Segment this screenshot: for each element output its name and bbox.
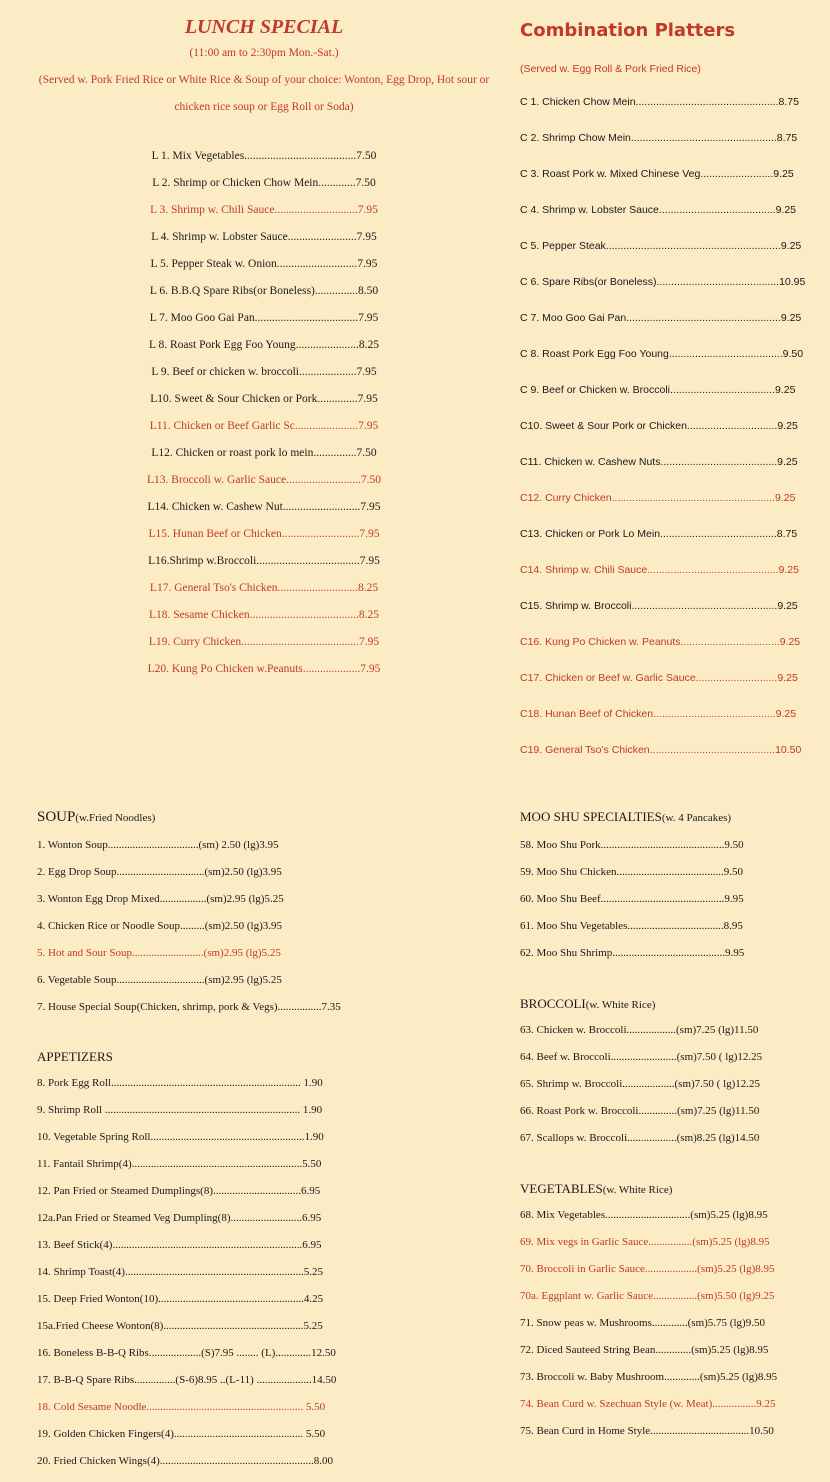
lunch-item: [0, 150, 528, 177]
combo-item-text: C14. Shrimp w. Chili Sauce.............................................9.25: [520, 564, 799, 576]
moo-shu-item-text: 60. Moo Shu Beef.............................................9.95: [520, 893, 744, 905]
moo-shu-item-text: 59. Moo Shu Chicken.......................................9.50: [520, 866, 744, 878]
combo-item-text: C 5. Pepper Steak............................................................9.25: [520, 240, 802, 252]
combo-title: Combination Platters: [520, 20, 736, 41]
combo-item-text: C16. Kung Po Chicken w. Peanuts..................................9.25: [520, 636, 801, 648]
lunch-item-text: L 5. Pepper Steak w. Onion............................7.95: [150, 258, 378, 270]
combo-item: [520, 528, 805, 564]
lunch-item-text: L18. Sesame Chicken......................................8.25: [149, 609, 379, 621]
combo-item: [520, 348, 805, 384]
lunch-item: [0, 582, 528, 609]
combo-item-text: C11. Chicken w. Cashew Nuts........................................9.25: [520, 456, 798, 468]
lunch-item-text: L14. Chicken w. Cashew Nut...........................7.95: [147, 501, 381, 513]
appetizer-item: [37, 1185, 336, 1212]
moo-shu-item: [520, 866, 744, 893]
combo-item-text: C13. Chicken or Pork Lo Mein........................................8.75: [520, 528, 798, 540]
lunch-item-text: L13. Broccoli w. Garlic Sauce..........................7.50: [147, 474, 381, 486]
vegetable-item: [520, 1398, 777, 1425]
lunch-item-text: L 8. Roast Pork Egg Foo Young......................8.25: [149, 339, 379, 351]
appetizer-item-text: 9. Shrimp Roll ....................................................................... 1.90: [37, 1104, 323, 1116]
lunch-item-text: L 4. Shrimp w. Lobster Sauce........................7.95: [151, 231, 377, 243]
soup-list: [37, 839, 341, 1028]
combo-item: [520, 708, 805, 744]
lunch-list: [0, 150, 528, 690]
moo-shu-subtitle: (w. 4 Pancakes): [661, 812, 732, 824]
soup-item-text: 1. Wonton Soup.................................(sm) 2.50 (lg)3.95: [37, 839, 279, 851]
vegetables-title: VEGETABLES: [520, 1181, 603, 1196]
broccoli-list: [520, 1024, 762, 1159]
lunch-item: [0, 285, 528, 312]
appetizer-item: [37, 1266, 336, 1293]
lunch-item: [0, 312, 528, 339]
lunch-item-text: L 9. Beef or chicken w. broccoli....................7.95: [151, 366, 377, 378]
broccoli-heading: [520, 995, 655, 1013]
vegetable-item: [520, 1236, 777, 1263]
soup-subtitle: (w.Fried Noodles): [75, 812, 156, 824]
combo-item: [520, 492, 805, 528]
appetizer-item-text: 15. Deep Fried Wonton(10).....................................................4.25: [37, 1293, 324, 1305]
appetizer-item: [37, 1077, 336, 1104]
appetizer-item-text: 19. Golden Chicken Fingers(4)............................................... 5.50: [37, 1428, 326, 1440]
combo-item: [520, 168, 805, 204]
combo-item: [520, 600, 805, 636]
combo-item: [520, 744, 805, 780]
appetizers-list: [37, 1077, 336, 1482]
combo-item-text: C 6. Spare Ribs(or Boneless)..........................................10.95: [520, 276, 806, 288]
appetizer-item-text: 11. Fantail Shrimp(4)..............................................................5.50: [37, 1158, 322, 1170]
lunch-hours: (11:00 am to 2:30pm Mon.-Sat.): [189, 47, 339, 59]
lunch-title: LUNCH SPECIAL: [184, 16, 344, 38]
vegetables-subtitle: (w. White Rice): [602, 1184, 673, 1196]
lunch-item-text: L19. Curry Chicken.........................................7.95: [148, 636, 380, 648]
soup-item-text: 3. Wonton Egg Drop Mixed.................(sm)2.95 (lg)5.25: [37, 893, 284, 905]
moo-shu-item: [520, 839, 744, 866]
vegetable-item: [520, 1263, 777, 1290]
combo-served: (Served w. Egg Roll & Pork Fried Rice): [520, 63, 701, 75]
lunch-item-text: L12. Chicken or roast pork lo mein...............7.50: [151, 447, 377, 459]
vegetables-list: [520, 1209, 777, 1452]
moo-shu-item-text: 61. Moo Shu Vegetables...................................8.95: [520, 920, 743, 932]
soup-item: [37, 866, 341, 893]
appetizer-item: [37, 1212, 336, 1239]
vegetable-item-text: 73. Broccoli w. Baby Mushroom.............(sm)5.25 (lg)8.95: [520, 1371, 778, 1383]
combo-item: [520, 96, 805, 132]
broccoli-item-text: 67. Scallops w. Broccoli..................(sm)8.25 (lg)14.50: [520, 1132, 760, 1144]
soup-item: [37, 920, 341, 947]
soup-item: [37, 974, 341, 1001]
appetizer-item: [37, 1131, 336, 1158]
appetizer-item: [37, 1239, 336, 1266]
soup-item: [37, 947, 341, 974]
broccoli-item: [520, 1132, 762, 1159]
lunch-item: [0, 339, 528, 366]
combo-item-text: C 4. Shrimp w. Lobster Sauce........................................9.25: [520, 204, 797, 216]
broccoli-item-text: 63. Chicken w. Broccoli..................(sm)7.25 (lg)11.50: [520, 1024, 759, 1036]
lunch-item-text: L 3. Shrimp w. Chili Sauce.............................7.95: [150, 204, 378, 216]
moo-shu-item-text: 62. Moo Shu Shrimp.........................................9.95: [520, 947, 745, 959]
combo-item: [520, 564, 805, 600]
broccoli-item-text: 64. Beef w. Broccoli........................(sm)7.50 ( lg)12.25: [520, 1051, 763, 1063]
combo-item: [520, 312, 805, 348]
appetizer-item-text: 17. B-B-Q Spare Ribs...............(S-6)8.95 ..(L-11) ....................14.50: [37, 1374, 337, 1386]
vegetable-item: [520, 1317, 777, 1344]
appetizer-item: [37, 1428, 336, 1455]
broccoli-title: BROCCOLI: [520, 996, 586, 1011]
combo-item-text: C17. Chicken or Beef w. Garlic Sauce............................9.25: [520, 672, 798, 684]
moo-shu-heading: [520, 808, 731, 826]
lunch-item: [0, 366, 528, 393]
appetizer-item-text: 8. Pork Egg Roll..................................................................... 1.90: [37, 1077, 323, 1089]
appetizer-item: [37, 1320, 336, 1347]
vegetable-item: [520, 1425, 777, 1452]
moo-shu-title: MOO SHU SPECIALTIES: [520, 809, 662, 824]
broccoli-item: [520, 1051, 762, 1078]
lunch-item: [0, 258, 528, 285]
vegetable-item-text: 70. Broccoli in Garlic Sauce...................(sm)5.25 (lg)8.95: [520, 1263, 775, 1275]
combo-item-text: C 8. Roast Pork Egg Foo Young.......................................9.50: [520, 348, 804, 360]
combo-item-text: C 2. Shrimp Chow Mein..................................................8.75: [520, 132, 798, 144]
lunch-item: [0, 474, 528, 501]
lunch-item: [0, 609, 528, 636]
lunch-item: [0, 420, 528, 447]
appetizer-item-text: 12a.Pan Fried or Steamed Veg Dumpling(8)..........................6.95: [37, 1212, 322, 1224]
vegetables-heading: [520, 1180, 672, 1198]
appetizer-item-text: 15a.Fried Cheese Wonton(8)...................................................5.25: [37, 1320, 323, 1332]
vegetable-item-text: 72. Diced Sauteed String Bean.............(sm)5.25 (lg)8.95: [520, 1344, 769, 1356]
appetizer-item: [37, 1293, 336, 1320]
combo-item-text: C10. Sweet & Sour Pork or Chicken...............................9.25: [520, 420, 798, 432]
lunch-item: [0, 447, 528, 474]
combo-item: [520, 456, 805, 492]
appetizer-item-text: 20. Fried Chicken Wings(4)........................................................8.00: [37, 1455, 334, 1467]
combo-item-text: C19. General Tso's Chicken...........................................10.50: [520, 744, 802, 756]
appetizer-item: [37, 1401, 336, 1428]
vegetable-item-text: 69. Mix vegs in Garlic Sauce................(sm)5.25 (lg)8.95: [520, 1236, 770, 1248]
vegetable-item-text: 71. Snow peas w. Mushrooms.............(sm)5.75 (lg)9.50: [520, 1317, 765, 1329]
combo-item-text: C 9. Beef or Chicken w. Broccoli....................................9.25: [520, 384, 796, 396]
lunch-item-text: L16.Shrimp w.Broccoli....................................7.95: [148, 555, 380, 567]
combo-item: [520, 672, 805, 708]
lunch-served-line1: (Served w. Pork Fried Rice or White Rice & Soup of your choice: Wonton, Egg Drop, Hot sour or: [38, 74, 490, 86]
lunch-item: [0, 528, 528, 555]
broccoli-item: [520, 1105, 762, 1132]
soup-heading: [37, 808, 155, 826]
soup-item-text: 4. Chicken Rice or Noodle Soup.........(sm)2.50 (lg)3.95: [37, 920, 283, 932]
appetizer-item-text: 14. Shrimp Toast(4).................................................................5.25: [37, 1266, 323, 1278]
soup-item: [37, 839, 341, 866]
broccoli-item-text: 66. Roast Pork w. Broccoli..............(sm)7.25 (lg)11.50: [520, 1105, 760, 1117]
appetizer-item: [37, 1347, 336, 1374]
lunch-item: [0, 636, 528, 663]
combo-item-text: C 7. Moo Goo Gai Pan.....................................................9.25: [520, 312, 802, 324]
lunch-served-line2: chicken rice soup or Egg Roll or Soda): [174, 101, 354, 113]
combo-item-text: C18. Hunan Beef of Chicken..........................................9.25: [520, 708, 797, 720]
vegetable-item-text: 75. Bean Curd in Home Style....................................10.50: [520, 1425, 774, 1437]
lunch-item-text: L10. Sweet & Sour Chicken or Pork..............7.95: [150, 393, 378, 405]
combo-list: [520, 96, 805, 780]
lunch-item-text: L15. Hunan Beef or Chicken...........................7.95: [148, 528, 380, 540]
appetizer-item: [37, 1455, 336, 1482]
moo-shu-item: [520, 920, 744, 947]
lunch-item: [0, 393, 528, 420]
lunch-item: [0, 231, 528, 258]
appetizer-item: [37, 1158, 336, 1185]
vegetable-item-text: 74. Bean Curd w. Szechuan Style (w. Meat)................9.25: [520, 1398, 776, 1410]
soup-item-text: 7. House Special Soup(Chicken, shrimp, pork & Vegs)................7.35: [37, 1001, 341, 1013]
vegetable-item-text: 70a. Eggplant w. Garlic Sauce................(sm)5.50 (lg)9.25: [520, 1290, 775, 1302]
combo-item-text: C 3. Roast Pork w. Mixed Chinese Veg.........................9.25: [520, 168, 794, 180]
broccoli-subtitle: (w. White Rice): [585, 999, 656, 1011]
vegetable-item-text: 68. Mix Vegetables...............................(sm)5.25 (lg)8.95: [520, 1209, 768, 1221]
moo-shu-list: [520, 839, 744, 974]
combo-item-text: C 1. Chicken Chow Mein.................................................8.75: [520, 96, 799, 108]
broccoli-item-text: 65. Shrimp w. Broccoli...................(sm)7.50 ( lg)12.25: [520, 1078, 761, 1090]
appetizer-item-text: 10. Vegetable Spring Roll........................................................1.90: [37, 1131, 324, 1143]
moo-shu-item: [520, 947, 744, 974]
broccoli-item: [520, 1078, 762, 1105]
vegetable-item: [520, 1209, 777, 1236]
combo-item: [520, 132, 805, 168]
combo-item: [520, 420, 805, 456]
lunch-item-text: L17. General Tso's Chicken............................8.25: [149, 582, 379, 594]
lunch-item-text: L 7. Moo Goo Gai Pan....................................7.95: [149, 312, 379, 324]
lunch-item: [0, 663, 528, 690]
combo-item: [520, 384, 805, 420]
appetizer-item-text: 13. Beef Stick(4).....................................................................6.95: [37, 1239, 322, 1251]
appetizer-item-text: 16. Boneless B-B-Q Ribs...................(S)7.95 ........ (L).............12.50: [37, 1347, 336, 1359]
appetizers-heading: [37, 1048, 113, 1066]
lunch-item: [0, 177, 528, 204]
broccoli-item: [520, 1024, 762, 1051]
soup-item: [37, 893, 341, 920]
lunch-item-text: L20. Kung Po Chicken w.Peanuts....................7.95: [147, 663, 381, 675]
soup-item-text: 2. Egg Drop Soup................................(sm)2.50 (lg)3.95: [37, 866, 282, 878]
vegetable-item: [520, 1344, 777, 1371]
appetizer-item: [37, 1374, 336, 1401]
soup-item: [37, 1001, 341, 1028]
soup-title: SOUP: [37, 809, 76, 825]
soup-item-text: 5. Hot and Sour Soup..........................(sm)2.95 (lg)5.25: [37, 947, 281, 959]
combo-item: [520, 240, 805, 276]
appetizer-item-text: 12. Pan Fried or Steamed Dumplings(8)................................6.95: [37, 1185, 321, 1197]
lunch-item-text: L 2. Shrimp or Chicken Chow Mein.............7.50: [152, 177, 376, 189]
vegetable-item: [520, 1371, 777, 1398]
lunch-item-text: L 1. Mix Vegetables.......................................7.50: [151, 150, 377, 162]
combo-item: [520, 636, 805, 672]
lunch-item-text: L 6. B.B.Q Spare Ribs(or Boneless)...............8.50: [149, 285, 379, 297]
lunch-item-text: L11. Chicken or Beef Garlic Sc......................7.95: [149, 420, 379, 432]
combo-item-text: C12. Curry Chicken........................................................9.25: [520, 492, 796, 504]
lunch-item: [0, 555, 528, 582]
lunch-item: [0, 501, 528, 528]
lunch-item: [0, 204, 528, 231]
soup-item-text: 6. Vegetable Soup................................(sm)2.95 (lg)5.25: [37, 974, 282, 986]
moo-shu-item-text: 58. Moo Shu Pork.............................................9.50: [520, 839, 744, 851]
appetizer-item: [37, 1104, 336, 1131]
moo-shu-item: [520, 893, 744, 920]
appetizer-item-text: 18. Cold Sesame Noodle......................................................... 5.50: [37, 1401, 326, 1413]
combo-item-text: C15. Shrimp w. Broccoli..................................................9.25: [520, 600, 798, 612]
vegetable-item: [520, 1290, 777, 1317]
combo-item: [520, 204, 805, 240]
appetizers-title: APPETIZERS: [37, 1049, 113, 1064]
combo-item: [520, 276, 805, 312]
